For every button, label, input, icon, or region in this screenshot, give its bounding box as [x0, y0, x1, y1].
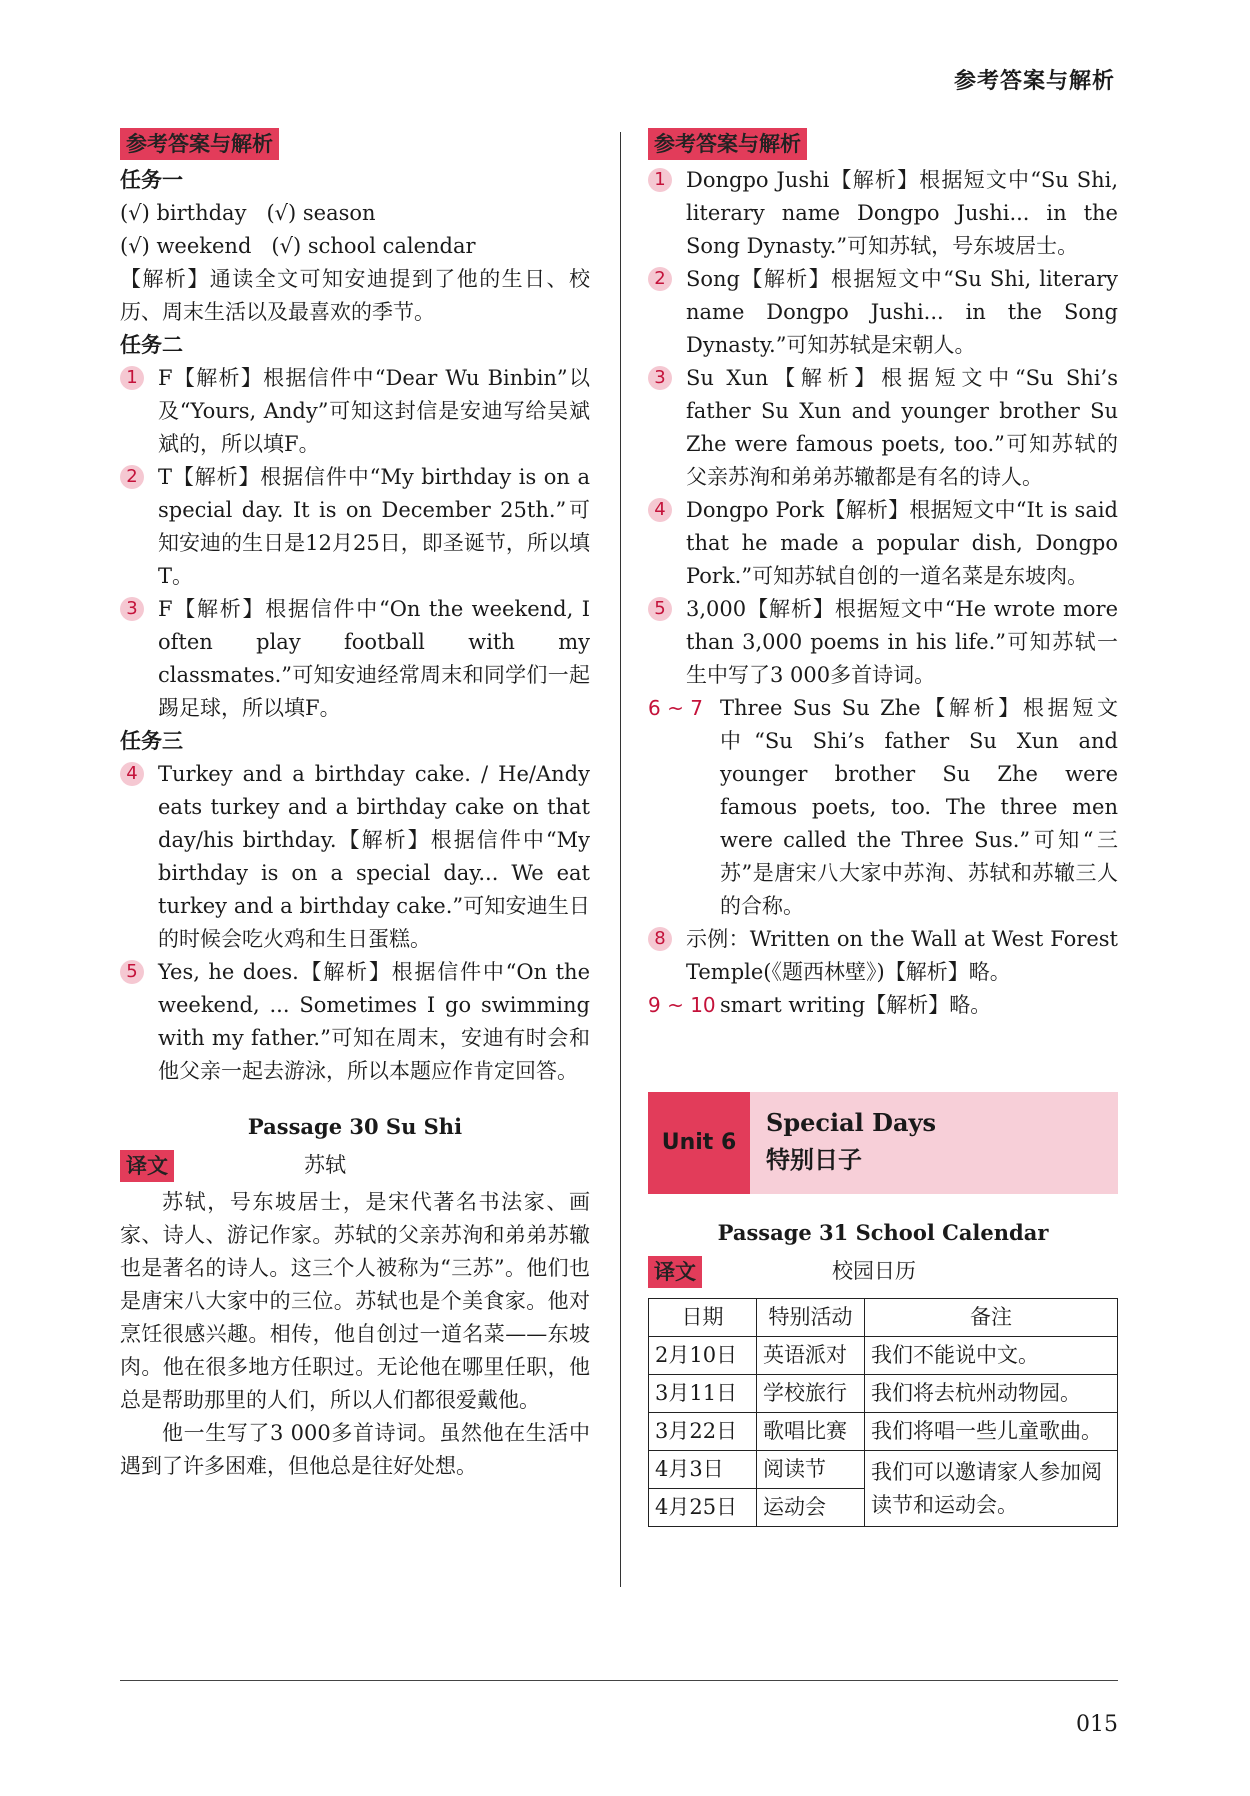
item-number: 1 [120, 366, 144, 390]
table-cell: 阅读节 [757, 1451, 865, 1489]
item-number: 5 [120, 960, 144, 984]
answer-item [120, 593, 590, 725]
table-cell: 4月25日 [649, 1489, 757, 1527]
table-cell: 歌唱比赛 [757, 1413, 865, 1451]
item-number: 3 [648, 366, 672, 390]
unit-label: Unit 6 [648, 1092, 750, 1194]
unit-banner [648, 1092, 1118, 1194]
item-number: 4 [120, 762, 144, 786]
item-number: 2 [648, 267, 672, 291]
table-cell: 3月22日 [649, 1413, 757, 1451]
table-header: 特别活动 [757, 1299, 865, 1337]
passage30-paragraph-1: 苏轼，号东坡居士，是宋代著名书法家、画家、诗人、游记作家。苏轼的父亲苏洵和弟弟苏辙也是著名的诗人。这三个人被称为“三苏”。他们也是唐宋八大家中的三位。苏轼也是个美食家。他对烹饪很感兴趣。相传，他自创过一道名菜——东坡肉。他在很多地方任职过。无论他在哪里任职，他总是帮助那里的人们，所以人们都很爱戴他。 [120, 1190, 590, 1412]
task1-analysis: 【解析】通读全文可知安迪提到了他的生日、校历、周末生活以及最喜欢的季节。 [120, 267, 590, 324]
page-header-title: 参考答案与解析 [953, 69, 1115, 94]
item-number: 3 [120, 597, 144, 621]
left-column [120, 128, 590, 1483]
answers-heading-right: 参考答案与解析 [648, 128, 807, 160]
answer-item [648, 593, 1118, 692]
table-cell: 我们可以邀请家人参加阅读节和运动会。 [865, 1451, 1118, 1527]
translation-tag: 译文 [648, 1256, 702, 1288]
page-number: 015 [1076, 1712, 1118, 1737]
unit-title-cn: 特别日子 [766, 1146, 862, 1174]
answer-item [120, 461, 590, 593]
task1-line2: (√) weekend (√) school calendar [120, 234, 476, 258]
right-column [648, 128, 1118, 1527]
table-cell: 英语派对 [757, 1337, 865, 1375]
item-text: smart writing【解析】略。 [720, 993, 992, 1017]
answer-item [648, 989, 1118, 1022]
item-text: Turkey and a birthday cake. / He/Andy eats turkey and a birthday cake on that day/his birthday.【解析】根据信件中“My birthday is on a special day... We eat turkey and a birthday cake.”可知安迪生日的时候会吃火鸡和生日蛋糕。 [158, 762, 590, 951]
task1-line1: (√) birthday (√) season [120, 201, 376, 225]
answer-item [648, 263, 1118, 362]
table-row [649, 1375, 1118, 1413]
task3-label: 任务三 [120, 729, 183, 753]
item-text: Dongpo Pork【解析】根据短文中“It is said that he made a popular dish, Dongpo Pork.”可知苏轼自创的一道名菜是东坡肉。 [686, 498, 1118, 588]
item-text: Dongpo Jushi【解析】根据短文中“Su Shi, literary name Dongpo Jushi... in the Song Dynasty.”可知苏轼，号东坡居士。 [686, 168, 1118, 258]
item-number: 5 [648, 597, 672, 621]
table-cell: 2月10日 [649, 1337, 757, 1375]
item-text: Three Sus Su Zhe【解析】根据短文中“Su Shi’s father Su Xun and younger brother Su Zhe were famous poets, too. The three men were called the Three Sus.”可知“三苏”是唐宋八大家中苏洵、苏轼和苏辙三人的合称。 [720, 696, 1118, 918]
translation-title: 校园日历 [832, 1259, 916, 1283]
item-number-range: 9 ~ 10 [648, 993, 716, 1017]
answer-item [120, 758, 590, 956]
passage31-translation-header [648, 1255, 1118, 1288]
answer-item [648, 692, 1118, 923]
table-cell: 我们不能说中文。 [865, 1337, 1118, 1375]
item-number: 4 [648, 498, 672, 522]
unit-title-en: Special Days [766, 1108, 936, 1137]
answer-item [648, 362, 1118, 494]
answers-heading-left: 参考答案与解析 [120, 128, 279, 160]
table-cell: 运动会 [757, 1489, 865, 1527]
passage30-paragraph-2: 他一生写了3 000多首诗词。虽然他在生活中遇到了许多困难，但他总是往好处想。 [120, 1421, 590, 1478]
item-text: Su Xun【解析】根据短文中“Su Shi’s father Su Xun and younger brother Su Zhe were famous poets, too.”可知苏轼的父亲苏洵和弟弟苏辙都是有名的诗人。 [686, 366, 1118, 489]
answer-item [648, 494, 1118, 593]
item-number: 1 [648, 168, 672, 192]
item-text: Yes, he does.【解析】根据信件中“On the weekend, ... Sometimes I go swimming with my father.”可知在周末，安迪有时会和他父亲一起去游泳，所以本题应作肯定回答。 [158, 960, 590, 1083]
item-number-range: 6 ~ 7 [648, 696, 703, 720]
task2-label: 任务二 [120, 333, 183, 357]
item-text: 3,000【解析】根据短文中“He wrote more than 3,000 poems in his life.”可知苏轼一生中写了3 000多首诗词。 [686, 597, 1118, 687]
table-cell: 我们将去杭州动物园。 [865, 1375, 1118, 1413]
translation-title: 苏轼 [304, 1153, 346, 1177]
table-cell: 4月3日 [649, 1451, 757, 1489]
translation-tag: 译文 [120, 1150, 174, 1182]
column-divider [620, 132, 621, 1587]
table-cell: 学校旅行 [757, 1375, 865, 1413]
item-number: 2 [120, 465, 144, 489]
footer-rule [120, 1680, 1118, 1681]
table-row [649, 1451, 1118, 1489]
answer-item [648, 164, 1118, 263]
passage31-title: Passage 31 School Calendar [717, 1220, 1049, 1245]
item-number: 8 [648, 927, 672, 951]
item-text: F【解析】根据信件中“On the weekend, I often play football with my classmates.”可知安迪经常周末和同学们一起踢足球，所以填F。 [158, 597, 590, 720]
item-text: Song【解析】根据短文中“Su Shi, literary name Dongpo Jushi... in the Song Dynasty.”可知苏轼是宋朝人。 [686, 267, 1118, 357]
answer-item [120, 956, 590, 1088]
answer-item [120, 362, 590, 461]
item-text: 示例：Written on the Wall at West Forest Temple(《题西林壁》)【解析】略。 [686, 927, 1118, 984]
table-header-row [649, 1299, 1118, 1337]
table-cell: 3月11日 [649, 1375, 757, 1413]
task1-label: 任务一 [120, 168, 183, 192]
table-row [649, 1413, 1118, 1451]
passage30-title: Passage 30 Su Shi [247, 1114, 463, 1139]
item-text: T【解析】根据信件中“My birthday is on a special day. It is on December 25th.”可知安迪的生日是12月25日，即圣诞节，所以填T。 [158, 465, 590, 588]
table-row [649, 1337, 1118, 1375]
passage30-translation-header [120, 1149, 590, 1182]
school-calendar-table [648, 1298, 1118, 1527]
table-cell: 我们将唱一些儿童歌曲。 [865, 1413, 1118, 1451]
table-header: 日期 [649, 1299, 757, 1337]
answer-item [648, 923, 1118, 989]
table-header: 备注 [865, 1299, 1118, 1337]
item-text: F【解析】根据信件中“Dear Wu Binbin”以及“Yours, Andy”可知这封信是安迪写给吴斌斌的，所以填F。 [158, 366, 590, 456]
